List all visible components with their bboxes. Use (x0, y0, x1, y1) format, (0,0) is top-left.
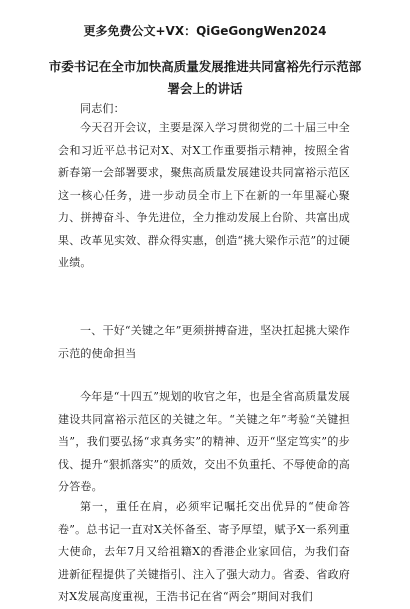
salutation: 同志们： (80, 102, 125, 115)
paragraph-intro: 今天召开会议，主要是深入学习贯彻党的二十届三中全会和习近平总书记对X、对X工作重要指示精神，按照全省新春第一会部署要求，聚焦高质量发展建设共同富裕示范区这一核心任务，进一步动员全市上下在新的一年里凝心聚力、拼搏奋斗、争先进位，全力推动发展上台阶、共富出成果、改革见实效、群众得实惠，创造“挑大梁作示范”的过硬业绩。 (58, 121, 350, 269)
document-title-continued: 署会上的讲话 (167, 81, 243, 96)
section-heading-1: 一、干好“关键之年”更须拼搏奋进，坚决扛起挑大梁作示范的使命担当 (58, 324, 350, 360)
document-title: 市委书记在全市加快高质量发展推进共同富裕先行示范部 (48, 59, 362, 74)
paragraph-key-year: 今年是“十四五”规划的收官之年，也是全省高质量发展建设共同富裕示范区的关键之年。“关键之年”考验“关键担当”，我们要弘扬“求真务实”的精神、迈开“坚定笃实”的步伐、提升“狠抓落实”的质效，交出不负重托、不辱使命的高分答卷。 (58, 390, 350, 493)
watermark-header: 更多免费公文+VX：QiGeGongWen2024 (83, 24, 327, 38)
paragraph-first-point: 第一，重任在肩，必须牢记嘱托交出优异的“使命答卷”。总书记一直对X关怀备至、寄予厚望，赋予X一系列重大使命，去年7月又给祖籍X的香港企业家回信，为我们奋进新征程提供了关键指引、注入了强大动力。省委、省政府对X发展高度重视，王浩书记在省“两会”期间对我们 (58, 500, 350, 603)
